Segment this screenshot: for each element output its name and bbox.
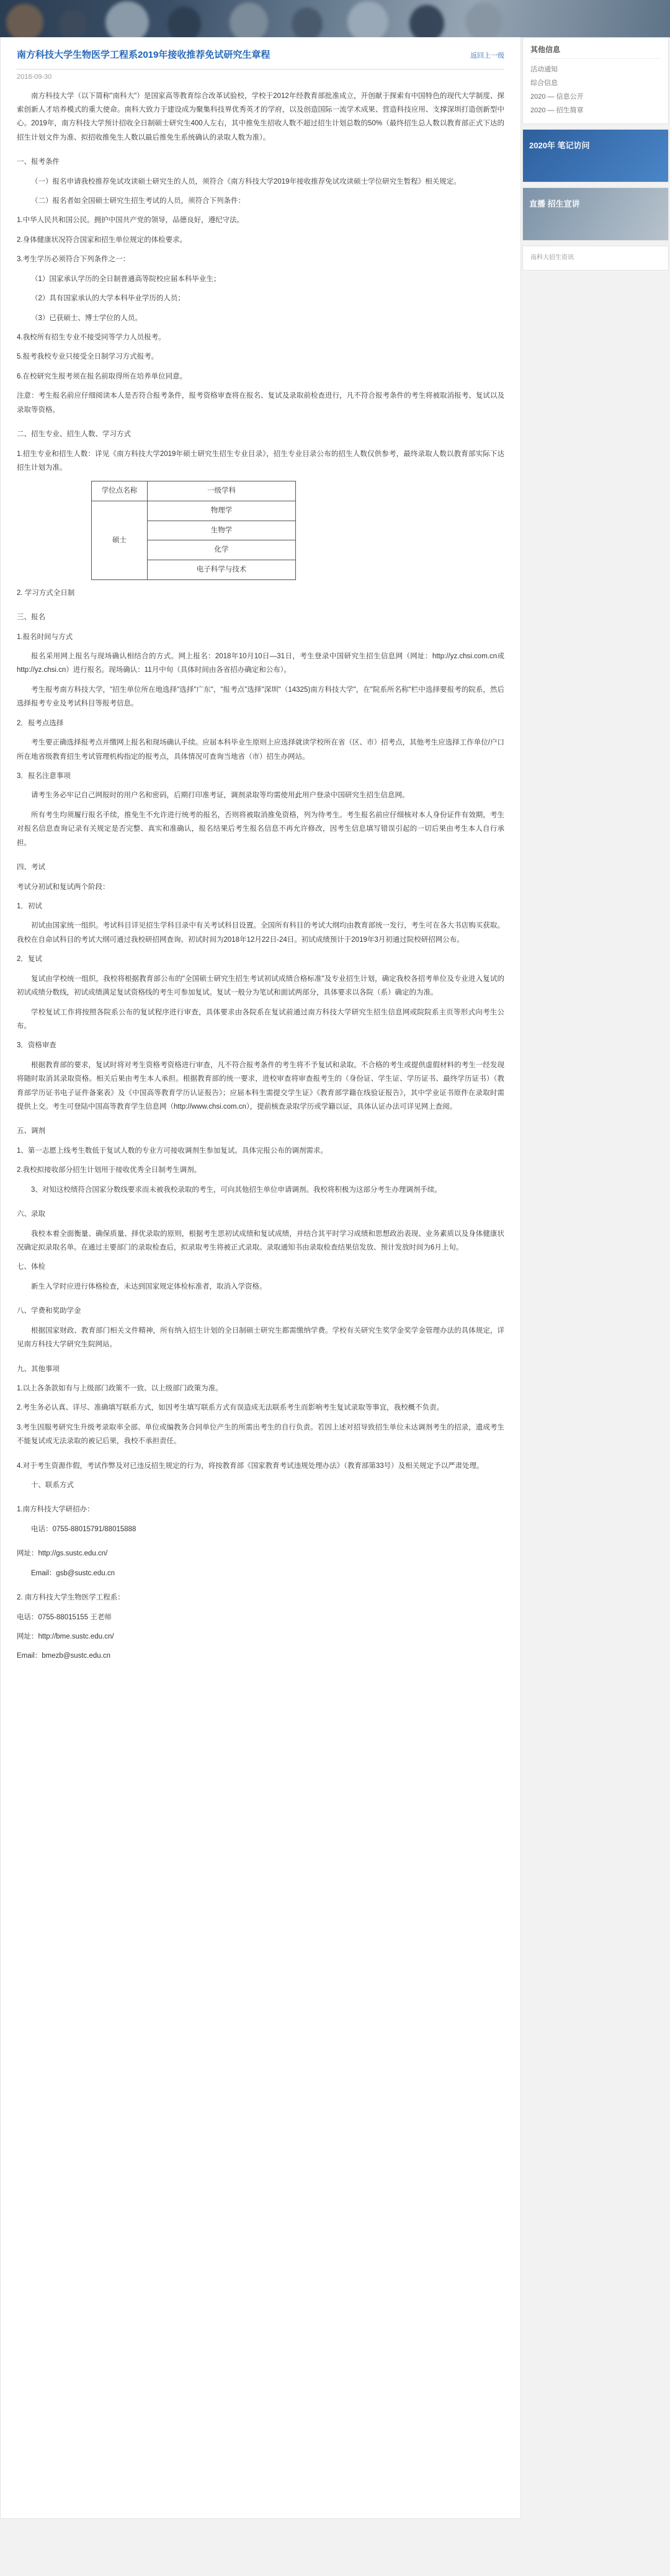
paragraph: 七、体检 <box>17 1263 45 1271</box>
paragraph: 考试分初试和复试两个阶段： <box>17 883 110 891</box>
paragraph: 根据教育部的要求，复试时将对考生资格考资格进行审查，凡不符合报考条件的考生将不予复试和录取。不合格的考生或提供虚假材料的考生一经发现将随时取消其录取资格。相关后果由考生本人承担。根据教育部的统一要求，进校审查将审查报考生的（身份证、学生证、学历证书、最终学历证书）（教育部学历证书电子证件备案表》及《中国高等教育学历认证报告》；应届本科生需提交学生证》《教育部学籍在线验证报告》，其中学业证书原件在录取时需提供上交。考生可登陆中国高等教育学生信息网（http://www.chsi.com.cn），提前核查录取学历或学籍以证，具体认证办法可详见网上查阅。 <box>17 1061 504 1111</box>
table-header-cell: 一级学科 <box>148 481 296 501</box>
section-heading: 2. 南方科技大学生物医学工程系： <box>17 1594 125 1602</box>
paragraph: 1．初试 <box>17 902 42 910</box>
paragraph: 2．报考点选择 <box>17 719 64 727</box>
paragraph: 2.考生务必认真、详尽、准确填写联系方式，如因考生填写联系方式有误造成无法联系考生而影响考生复试录取等事宜，我校概不负责。 <box>17 1404 444 1412</box>
paragraph: 3．报名注意事项 <box>17 772 71 780</box>
article-container <box>0 37 521 2519</box>
table-cell: 物理学 <box>148 501 296 521</box>
paragraph: （一）报名申请我校推荐免试攻读硕士研究生的人员，须符合《南方科技大学2019年接收推荐免试攻读硕士学位研究生暂程》相关规定。 <box>31 177 461 186</box>
paragraph: 1.报名时间与方式 <box>17 633 73 641</box>
table-row-label: 硕士 <box>92 501 148 580</box>
banner-figure <box>409 5 444 37</box>
section-heading: 4.对于考生资源作假，考试作弊及对已违反招生规定的行为，将按教育部《国家教育考试违规处理办法》（教育部第33号）及相关规定予以严肃处理。 <box>17 1462 484 1470</box>
paragraph: 6.在校研究生报考须在报名前取得所在培养单位同意。 <box>17 372 187 380</box>
banner-figure <box>465 2 502 37</box>
paragraph: 考生报考南方科技大学，"招生单位所在地选择"选择"广东"，"报考点"选择"深圳"（14325)南方科技大学"，在"院系所名称"栏中选择要报考的院系，然后选择报考专业及考试科目等报考信息。 <box>17 686 504 708</box>
paragraph: （2）具有国家承认的大学本科毕业学历的人员； <box>31 295 185 303</box>
banner-figure <box>292 7 323 37</box>
paragraph: 报名采用网上报名与现场确认相结合的方式。网上报名：2018年10月10日—31日，考生登录中国研究生招生信息网（网址：http://yz.chsi.com.cn或http://yz.chsi.cn）进行报名。现场确认：11月中旬（具体时间由各省招办确定和公布）。 <box>17 653 504 674</box>
paragraph: 根据国家财政、教育部门相关文件精神，所有纳入招生计划的全日制硕士研究生都需缴纳学费。学校有关研究生奖学金奖学金管理办法的具体规定，详见南方科技大学研究生院网站。 <box>17 1326 504 1349</box>
paragraph: 3．资格审查 <box>17 1042 56 1050</box>
paragraph: 2.我校拟接收部分招生计划用于接收优秀全日制考生调剂。 <box>17 1166 202 1174</box>
table-cell: 电子科学与技术 <box>148 560 296 580</box>
paragraph: 3、对知这校绩符合国家分数线要求而未被我校录取的考生，可向其他招生单位申请调剂。我校将积极为这部分考生办理调剂手续。 <box>31 1186 442 1194</box>
sidebar-info-card <box>522 246 669 271</box>
paragraph: 2. 学习方式全日制 <box>17 589 75 597</box>
paragraph: 4.我校所有招生专业不接受同等学力人员报考。 <box>17 333 166 341</box>
banner-figure <box>168 6 201 37</box>
table-header-cell: 学位点名称 <box>92 481 148 501</box>
paragraph: 网址：http://bme.sustc.edu.cn/ <box>17 1633 114 1640</box>
table-cell: 化学 <box>148 540 296 560</box>
article-body <box>17 89 504 1674</box>
paragraph: 电话：0755-88015155 王老师 <box>17 1613 112 1621</box>
paragraph: 请考生务必牢记自己网报时的用户名和密码，后期打印准考证，调剂录取等均需使用此用户登录中国研究生招生信息网。 <box>31 792 409 800</box>
sidebar-banner-live[interactable] <box>522 187 669 241</box>
paragraph: 1.中华人民共和国公民。拥护中国共产党的领导，品德良好，遵纪守法。 <box>17 217 244 225</box>
table-row <box>92 481 296 501</box>
banner-figure <box>105 1 149 37</box>
table-cell: 生物学 <box>148 521 296 540</box>
section-heading: 八、学费和奖助学金 <box>17 1307 81 1315</box>
sidebar-news-title: 其他信息 <box>530 44 661 59</box>
paragraph: 十、联系方式 <box>31 1482 74 1490</box>
paragraph: 注意：考生报名前应仔细阅读本人是否符合报考条件，报考资格审查将在报名、复试及录取前检查进行，凡不符合报考条件的考生将被取消报考、复试以及录取等资格。 <box>17 392 504 414</box>
paragraph: 2．复试 <box>17 955 42 964</box>
back-link[interactable]: 返回上一级 <box>470 52 504 60</box>
paragraph: 2.身体健康状况符合国家和招生单位规定的体检要求。 <box>17 236 187 244</box>
table-row <box>92 501 296 521</box>
right-sidebar <box>521 37 669 275</box>
section-heading: 四、考试 <box>17 864 45 872</box>
paragraph: 我校本着全面衡量、确保质量、择优录取的原则，根据考生思初试成绩和复试成绩，并结合其平时学习成绩和思想政治表现、业务素质以及身体健康状况确定拟录取名单。在通过主要部门的录取检查后，拟录取考生将被正式录取。录取通知书由录取检查结果信发放、预计发放时间为6月上旬。 <box>17 1230 504 1251</box>
page-title: 南方科技大学生物医学工程系2019年接收推荐免试研究生章程 <box>17 50 270 60</box>
section-heading: 三、报名 <box>17 614 45 622</box>
sidebar-item-general[interactable]: 综合信息 <box>530 79 558 87</box>
banner-figure <box>347 1 388 37</box>
major-table <box>91 481 296 579</box>
paragraph: 新生入学时应进行体格检查，未达到国家规定体检标准者，取消入学资格。 <box>31 1282 267 1290</box>
paragraph: 考生要正确选择报考点并缴网上报名和现场确认手续。应届本科毕业生原则上应选择就读学校所在省（区、市）招考点，其他考生应选择工作单位/户口所在地省级教育招生考试管理机构指定的报考点，具体情况可查询当地省（市）招生办网站。 <box>17 739 504 761</box>
paragraph: 1.招生专业和招生人数：详见《南方科技大学2019年硕士研究生招生专业目录》，招生专业目录公布的招生人数仅供参考，最终录取人数以教育部实际下达招生计划为准。 <box>17 450 504 472</box>
paragraph: 3.考生因服考研究生升级考录取率全部、单位或编教务合同单位产生的所需出考生的自行负责。若因上述对招导致招生单位未达调剂考生的招录，遗成考生不能复试或无法录取的被记后果，我校不承担责任。 <box>17 1423 504 1446</box>
sidebar-banner-notes[interactable] <box>522 129 669 182</box>
paragraph: 1、第一志愿上线考生数低于复试人数的专业方可接收调剂生参加复试。具体完报公布的调剂需求。 <box>17 1147 328 1155</box>
section-heading: 五、调剂 <box>17 1127 45 1135</box>
paragraph: （3）已获硕士、博士学位的人员。 <box>31 314 142 322</box>
paragraph: 学校复试工作将按照各院系公布的复试程序进行审查，具体要求由各院系在复试前通过南方科技大学研究生招生信息网或院院系主页等形式向考生公布。 <box>17 1008 504 1030</box>
publish-date: 2018-09-30 <box>17 73 52 81</box>
section-heading: 六、录取 <box>17 1210 45 1219</box>
banner-figure <box>6 4 43 37</box>
top-banner-photo <box>0 0 670 37</box>
paragraph: 1.以上各条款如有与上级部门政策不一致、以上级部门政策为准。 <box>17 1384 223 1392</box>
paragraph: 所有考生均须履行报名手续，推免生不允许进行统考的报名，否则将被取消推免资格，列为待考生。考生报名前应仔细核对本人身份证件有效期，考生对报名信息查询记录有关规定是否完整、真实和准确认，报名结果后考生报名信息不再允许修改，因考生信息填写错误引起的一切后果由考生本人自行承担。 <box>17 811 504 847</box>
section-heading: 一、报考条件 <box>17 158 60 166</box>
sidebar-item-activity[interactable]: 活动通知 <box>530 66 558 73</box>
sidebar-banner-notes-title: 2020年 笔记访问 <box>529 141 590 150</box>
section-heading: 二、招生专业、招生人数、学习方式 <box>17 431 131 439</box>
sidebar-info-title: 南科大招生资讯 <box>530 254 574 261</box>
banner-figure <box>59 9 87 37</box>
content-wrapper <box>0 37 670 2519</box>
paragraph: 复试由学校统一组织，我校将根据教育部公布的"全国硕士研究生招生考试初试成绩合格标准"及专业招生计划，确定我校各招考单位及专业进入复试的初试成绩分数线，初试成绩满足复试资格线的考生可参加复试。复试一般分为笔试和面试两部分，具体要求以各院（系）确定的为准。 <box>17 975 504 997</box>
sidebar-banner-live-title: 直播 招生宣讲 <box>529 199 580 208</box>
section-heading: 网址：http://gs.sustc.edu.cn/ <box>17 1550 108 1558</box>
sidebar-news-card <box>522 37 669 124</box>
sidebar-item-disclosure[interactable]: 2020 — 信息公开 <box>530 93 584 101</box>
article-header <box>17 48 504 69</box>
paragraph: 初试由国家统一组织。考试科目详见招生学科目录中有关考试科目设置。全国所有科目的考试大纲均由教育部统一发行，考生可在各大书店购买获取。我校在自命试科目的考试大纲可通过我校研招网查询。初试时间为2018年12月22日-24日。初试成绩预计于2019年3月初通过院校研招网公布。 <box>17 922 504 944</box>
paragraph: （二）报名者如全国硕士研究生招生考试的人员，须符合下列条件： <box>31 197 245 205</box>
section-heading: 1.南方科技大学研招办： <box>17 1506 94 1514</box>
paragraph: 5.报考我校专业只接受全日制学习方式报考。 <box>17 353 159 361</box>
section-heading: 九、其他事项 <box>17 1365 60 1373</box>
paragraph: 3.考生学历必须符合下列条件之一： <box>17 256 130 264</box>
sidebar-item-brochure[interactable]: 2020 — 招生简章 <box>530 107 584 114</box>
paragraph: 电话：0755-88015791/88015888 <box>31 1525 136 1533</box>
paragraph: 南方科技大学（以下简称"南科大"）是国家高等教育综合改革试验校，学校于2012年经教育部批准成立，开创献于探索有中国特色的现代大学制度、探索创新人才培养模式的重大使命。南科大致力于建设成为聚集科技界优秀英才的学府，以及创造国际一流学术成果、营造科技应用、支撑深圳打造创新型中心。2019年，南方科技大学预计招收全日制硕士研究生400人左右，其中推免生招收人数不超过招生计划总数的50%（最终招生总人数以教育部正式下达的招生计划文件为准、拟招收推免生人数以最后推免生系统确认的录取人数为准）。 <box>17 92 504 141</box>
paragraph: Email：bmezb@sustc.edu.cn <box>17 1652 111 1660</box>
paragraph: （1）国家承认学历的全日制普通高等院校应届本科毕业生； <box>31 275 221 283</box>
banner-figure <box>230 2 268 37</box>
paragraph: Email：gsb@sustc.edu.cn <box>31 1569 115 1577</box>
